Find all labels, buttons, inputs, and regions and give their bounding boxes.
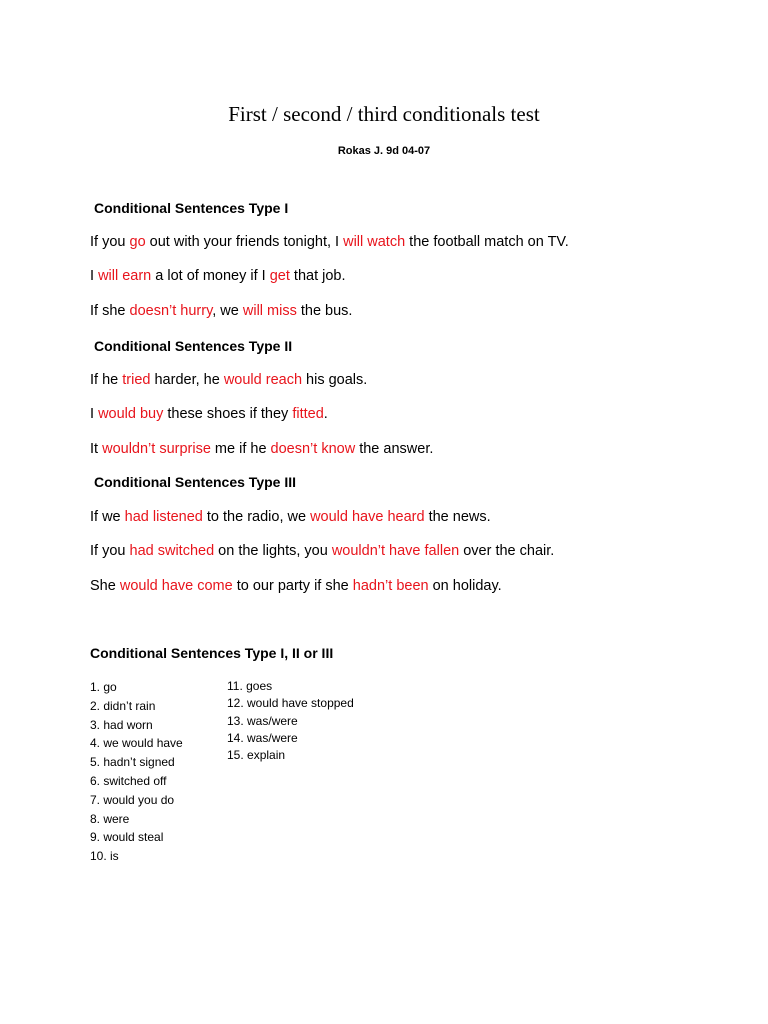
answer-item: 8. were [90, 811, 130, 826]
author-line: Rokas J. 9d 04-07 [337, 145, 431, 157]
sentence-text: harder, he [150, 372, 224, 388]
example-sentence [90, 441, 433, 457]
sentence-text: I [90, 268, 99, 285]
highlighted-verb-phrase: fitted [292, 406, 324, 423]
answer-item: 10. is [90, 849, 119, 864]
highlighted-verb-phrase: hadn’t been [352, 577, 429, 594]
answer-item: 7. would you do [90, 792, 175, 807]
sentence-text: over the chair. [459, 543, 555, 560]
highlighted-verb-phrase: would reach [223, 372, 303, 388]
answer-item: 4. we would have [90, 736, 183, 751]
answer-item: 5. hadn’t signed [90, 755, 175, 770]
sentence-text: the bus. [296, 302, 353, 319]
sentence-text: these shoes if they [163, 406, 293, 423]
answer-item: 2. didn’t rain [90, 698, 156, 713]
mixed-section-heading: Conditional Sentences Type I, II or III [90, 645, 334, 661]
example-sentence [90, 234, 569, 250]
answer-item: 15. explain [227, 748, 286, 763]
answer-item: 13. was/were [227, 713, 298, 728]
highlighted-verb-phrase: tried [122, 372, 151, 388]
sentence-text: If he [90, 372, 123, 388]
highlighted-verb-phrase: go [129, 234, 146, 250]
highlighted-verb-phrase: doesn’t hurry [129, 302, 213, 319]
answer-item: 9. would steal [90, 830, 164, 845]
example-sentence [90, 268, 346, 284]
sentence-text: that job. [289, 268, 346, 285]
highlighted-verb-phrase: had switched [129, 543, 215, 560]
section-heading-type-1: Conditional Sentences Type I [94, 200, 289, 216]
sentence-text: on holiday. [428, 577, 502, 594]
sentence-text: on the lights, you [214, 543, 332, 560]
sentence-text: the news. [424, 509, 491, 525]
sentence-text: I [90, 406, 99, 423]
answer-item: 6. switched off [90, 773, 167, 788]
section-heading-type-3: Conditional Sentences Type III [94, 474, 296, 490]
highlighted-verb-phrase: would have come [119, 577, 233, 594]
answer-item: 1. go [90, 680, 117, 694]
sentence-text: If she [90, 302, 130, 319]
sentence-text: his goals. [302, 372, 368, 388]
section-heading-type-2: Conditional Sentences Type II [94, 338, 293, 354]
highlighted-verb-phrase: had listened [124, 509, 203, 525]
sentence-text: It [90, 440, 103, 457]
sentence-text: to our party if she [232, 577, 353, 594]
sentence-text: out with your friends tonight, I [145, 234, 344, 250]
highlighted-verb-phrase: wouldn’t have fallen [331, 543, 460, 560]
highlighted-verb-phrase: would buy [98, 406, 164, 423]
document-title: First / second / third conditionals test [228, 102, 540, 126]
sentence-text: to the radio, we [202, 509, 311, 525]
example-sentence [90, 578, 502, 594]
sentence-text: me if he [210, 440, 271, 457]
answer-item: 11. goes [227, 679, 273, 693]
sentence-text: If you [90, 234, 130, 250]
answer-item: 14. was/were [227, 730, 298, 745]
answer-list-column-2 [227, 678, 354, 764]
example-sentence [90, 509, 491, 525]
sentence-text: the answer. [355, 440, 434, 457]
highlighted-verb-phrase: doesn’t know [270, 440, 356, 457]
highlighted-verb-phrase: would have heard [310, 509, 425, 525]
sentence-text: a lot of money if I [151, 268, 270, 285]
highlighted-verb-phrase: will watch [343, 234, 406, 250]
sentence-text: . [323, 406, 328, 423]
highlighted-verb-phrase: wouldn’t surprise [102, 440, 211, 457]
sentence-text: the football match on TV. [405, 234, 569, 250]
sentence-text: She [90, 577, 120, 594]
answer-list-column-1 [90, 678, 183, 866]
answer-item: 3. had worn [90, 717, 153, 732]
sentence-text: , we [212, 302, 243, 319]
sentence-text: If you [90, 543, 130, 560]
example-sentence [90, 406, 328, 422]
highlighted-verb-phrase: get [269, 268, 290, 285]
sentence-text: If we [90, 509, 125, 525]
example-sentence [90, 372, 367, 388]
highlighted-verb-phrase: will miss [242, 302, 297, 319]
example-sentence [90, 303, 352, 319]
example-sentence [90, 543, 554, 559]
highlighted-verb-phrase: will earn [98, 268, 152, 285]
answer-item: 12. would have stopped [227, 696, 354, 711]
